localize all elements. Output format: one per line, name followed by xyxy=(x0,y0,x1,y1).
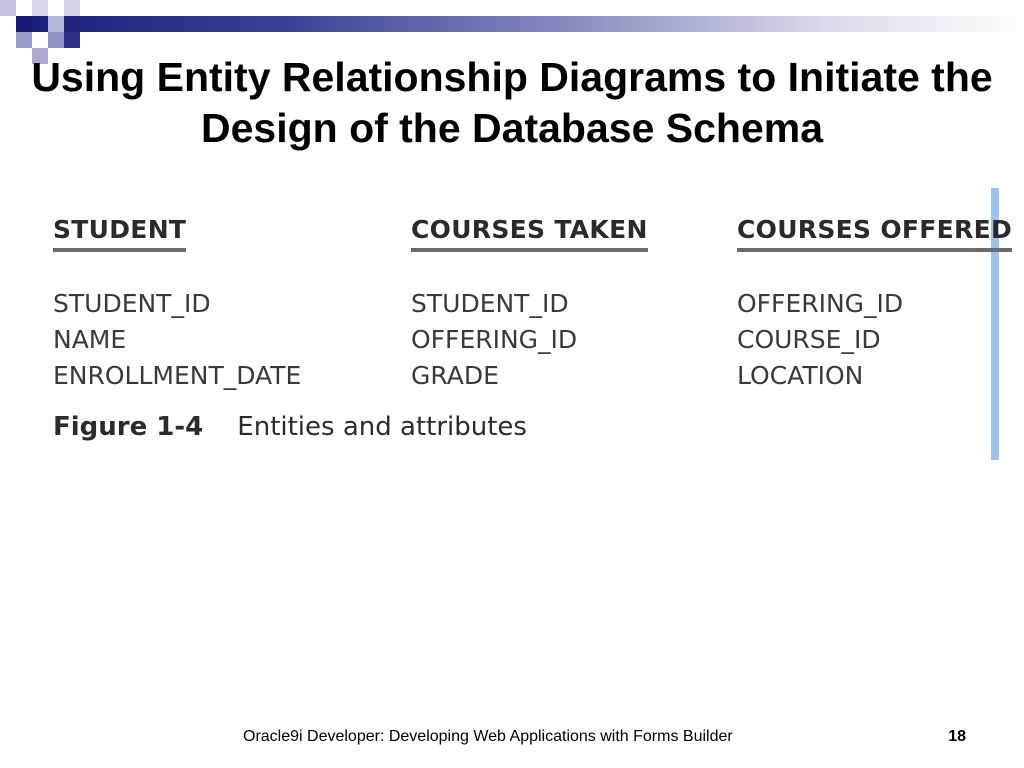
decorative-square xyxy=(16,32,32,48)
figure-caption-label: Figure 1-4 xyxy=(53,412,204,442)
attribute: NAME xyxy=(53,325,127,354)
decorative-square xyxy=(64,0,80,16)
slide-footer: Oracle9i Developer: Developing Web Applications with Forms Builder xyxy=(243,728,733,745)
decorative-square xyxy=(32,0,48,16)
decorative-square xyxy=(0,0,16,16)
entity-name: COURSES TAKEN xyxy=(411,214,648,252)
slide-title: Using Entity Relationship Diagrams to Initiate the Design of the Database Schema xyxy=(31,54,993,151)
entity-name: COURSES OFFERED xyxy=(737,214,1012,252)
attribute-list xyxy=(53,286,301,394)
attribute: STUDENT_ID xyxy=(411,289,569,318)
attribute: COURSE_ID xyxy=(737,325,881,354)
attribute: OFFERING_ID xyxy=(737,289,904,318)
attribute-list xyxy=(737,286,1012,394)
attribute: OFFERING_ID xyxy=(411,325,578,354)
decorative-square xyxy=(48,16,64,32)
attribute: LOCATION xyxy=(737,361,864,390)
attribute: STUDENT_ID xyxy=(53,289,211,318)
figure-caption xyxy=(53,410,527,444)
entity-courses-offered xyxy=(737,214,1012,394)
entity-student xyxy=(53,214,301,394)
entity-courses-taken xyxy=(411,214,648,394)
attribute: ENROLLMENT_DATE xyxy=(53,361,302,390)
attribute: GRADE xyxy=(411,361,499,390)
entity-name: STUDENT xyxy=(53,214,186,252)
decorative-square xyxy=(16,16,32,32)
header-gradient-bar xyxy=(32,16,1024,32)
figure-caption-text: Entities and attributes xyxy=(237,412,527,442)
attribute-list xyxy=(411,286,648,394)
decorative-square xyxy=(64,32,80,48)
page-number: 18 xyxy=(948,728,966,745)
decorative-square xyxy=(48,32,64,48)
